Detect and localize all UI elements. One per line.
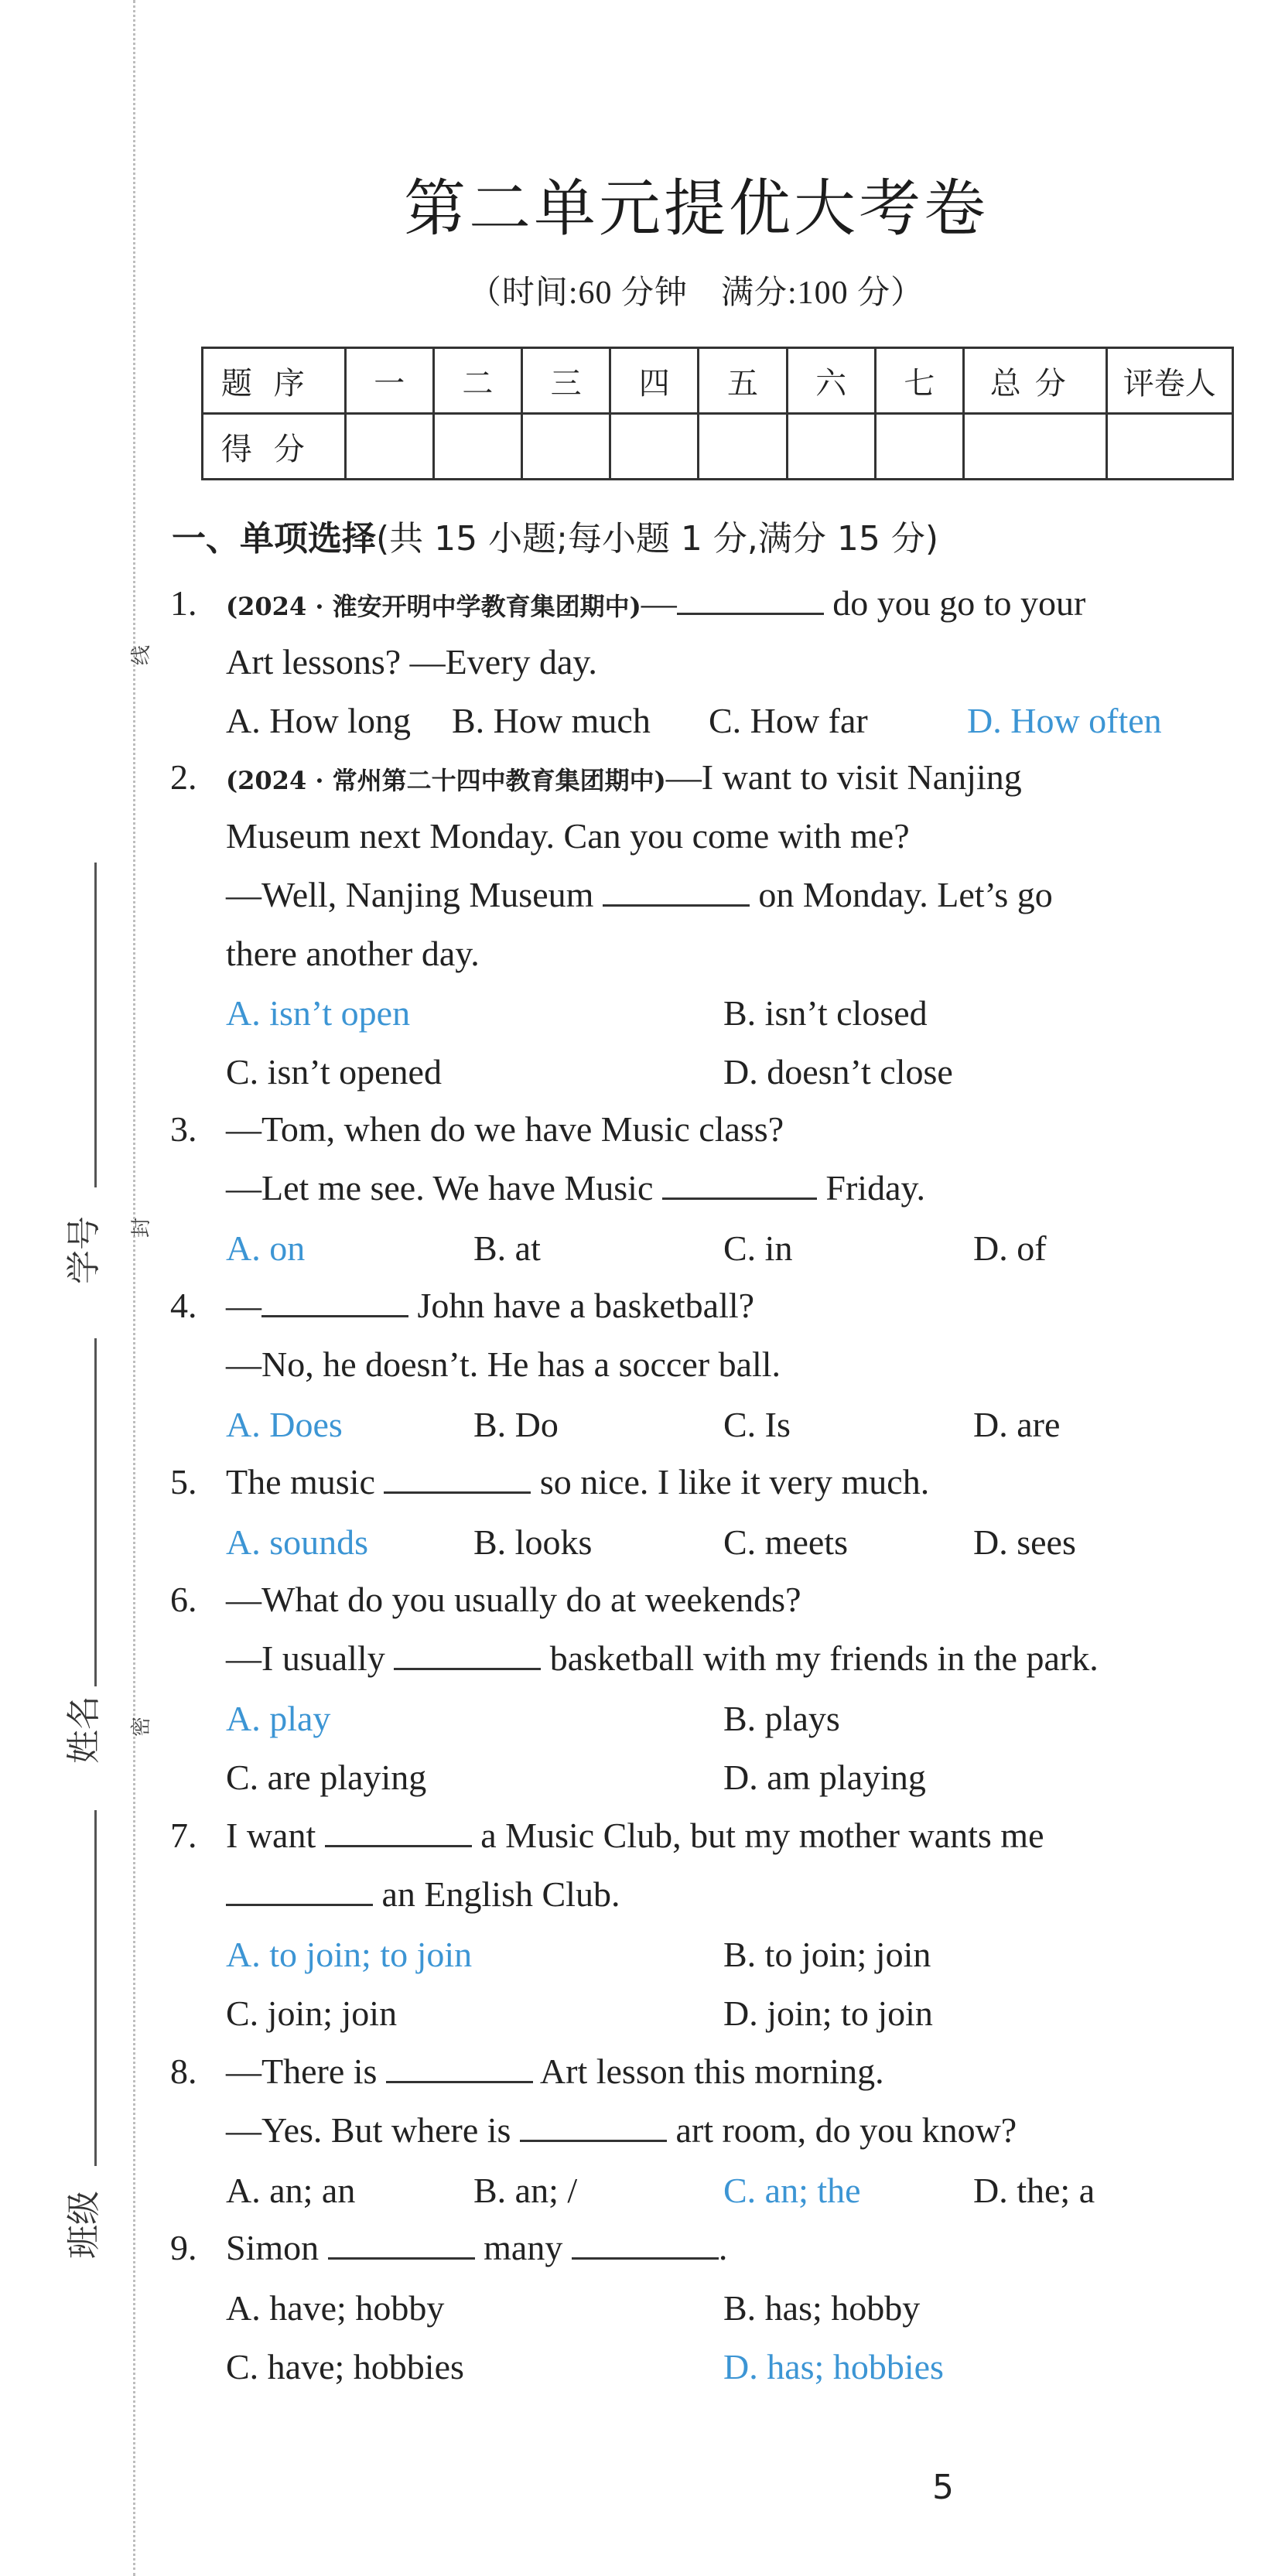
name-line — [94, 1338, 97, 1686]
option-a-correct[interactable]: A. on — [226, 1228, 306, 1268]
option-a-correct[interactable]: A. Does — [226, 1405, 343, 1444]
score-col-3: 三 — [522, 348, 610, 414]
score-col-5: 五 — [699, 348, 787, 414]
option-a-correct[interactable]: A. isn’t open — [226, 993, 411, 1033]
answer-blank[interactable] — [677, 582, 824, 615]
score-table-score-row — [203, 414, 1233, 480]
stem-text: —Let me see. We have Music — [226, 1168, 654, 1208]
question-stem-line — [226, 2042, 884, 2101]
option-b[interactable]: B. has; hobby — [723, 2288, 921, 2328]
question-stem-line — [226, 1806, 1044, 1865]
question-source: (2024 · 淮安开明中学教育集团期中) — [226, 592, 641, 621]
question-stem-line — [226, 1159, 925, 1218]
option-c[interactable]: C. meets — [723, 1522, 848, 1562]
student-id-label: 学号 — [64, 1216, 104, 1284]
question-stem — [226, 574, 1085, 636]
option-c[interactable]: C. join; join — [226, 1993, 398, 2033]
question-stem-line — [226, 1629, 1099, 1688]
score-cell[interactable] — [610, 414, 699, 480]
score-col-total: 总分 — [963, 348, 1106, 414]
option-a-correct[interactable]: A. to join; to join — [226, 1935, 473, 1974]
option-d[interactable]: D. am playing — [723, 1758, 926, 1797]
option-b[interactable]: B. to join; join — [723, 1935, 931, 1974]
question-stem-line — [226, 1453, 929, 1512]
stem-text: I want — [226, 1816, 316, 1855]
page-title: 第二单元提优大考卷 — [404, 173, 989, 244]
option-a[interactable]: A. How long — [226, 701, 411, 740]
answer-blank[interactable] — [328, 2226, 475, 2260]
question-number: 9. — [170, 2228, 197, 2267]
question-stem-line: —Tom, when do we have Music class? — [226, 1109, 784, 1149]
score-col-2: 二 — [433, 348, 521, 414]
option-a[interactable]: A. an; an — [226, 2171, 356, 2210]
score-cell[interactable] — [522, 414, 610, 480]
question-number: 6. — [170, 1580, 197, 1619]
question-stem-line — [226, 866, 1053, 924]
stem-text: The music — [226, 1462, 375, 1502]
stem-text: —Well, Nanjing Museum — [226, 875, 594, 914]
option-c[interactable]: C. Is — [723, 1405, 791, 1444]
option-b[interactable]: B. isn’t closed — [723, 993, 928, 1033]
stem-text: —Yes. But where is — [226, 2110, 511, 2150]
option-b[interactable]: B. How much — [452, 701, 651, 740]
question-number: 3. — [170, 1109, 197, 1149]
option-d[interactable]: D. the; a — [973, 2171, 1095, 2210]
stem-text: —I want to visit Nanjing — [665, 757, 1022, 797]
score-col-6: 六 — [787, 348, 875, 414]
score-col-1: 一 — [345, 348, 433, 414]
option-b[interactable]: B. at — [473, 1228, 541, 1268]
question-stem-line — [226, 1865, 620, 1924]
option-d-correct[interactable]: D. How often — [967, 701, 1162, 740]
class-label: 班级 — [64, 2191, 104, 2259]
answer-blank[interactable] — [325, 1814, 472, 1847]
answer-blank[interactable] — [662, 1167, 817, 1200]
binding-dotted-line — [133, 0, 135, 2576]
option-c[interactable]: C. How far — [709, 701, 868, 740]
option-d-correct[interactable]: D. has; hobbies — [723, 2347, 944, 2386]
option-b[interactable]: B. Do — [473, 1405, 559, 1444]
stem-text: do you go to your — [823, 583, 1086, 623]
option-c[interactable]: C. are playing — [226, 1758, 427, 1797]
stem-text: —There is — [226, 2052, 378, 2091]
answer-blank[interactable] — [394, 1637, 541, 1670]
question-stem-line: —What do you usually do at weekends? — [226, 1580, 801, 1619]
stem-text: Friday. — [825, 1168, 926, 1208]
option-a[interactable]: A. have; hobby — [226, 2288, 445, 2328]
question-stem-line: there another day. — [226, 934, 480, 973]
question-number: 2. — [170, 757, 197, 797]
option-d[interactable]: D. sees — [973, 1522, 1076, 1562]
section-note: (共 15 小题;每小题 1 分,满分 15 分) — [376, 519, 939, 559]
section-heading — [172, 511, 938, 560]
stem-text: —I usually — [226, 1638, 385, 1678]
cut-mark-secret: 密 — [130, 1716, 153, 1737]
page-number: 5 — [932, 2468, 954, 2507]
score-table-row1-label: 题序 — [203, 348, 346, 414]
option-a-correct[interactable]: A. sounds — [226, 1522, 369, 1562]
cut-mark-seal: 封 — [130, 1217, 153, 1238]
cut-mark-line: 线 — [130, 644, 153, 665]
option-b[interactable]: B. looks — [473, 1522, 593, 1562]
answer-blank[interactable] — [386, 2050, 533, 2083]
question-number: 5. — [170, 1462, 197, 1502]
question-stem-line — [226, 1276, 754, 1335]
option-a-correct[interactable]: A. play — [226, 1699, 331, 1738]
stem-text: on Monday. Let’s go — [758, 875, 1053, 914]
question-number: 7. — [170, 1816, 197, 1855]
question-number: 4. — [170, 1286, 197, 1325]
option-d[interactable]: D. join; to join — [723, 1993, 933, 2033]
stem-text: an English Club. — [381, 1874, 620, 1914]
stem-text: Simon — [226, 2228, 320, 2267]
student-id-line — [94, 863, 97, 1187]
question-number: 1. — [170, 583, 197, 623]
section-title: 一、单项选择 — [172, 519, 376, 559]
answer-blank[interactable] — [384, 1461, 531, 1494]
question-stem-line — [226, 2219, 727, 2277]
stem-text: so nice. I like it very much. — [539, 1462, 930, 1502]
question-source: (2024 · 常州第二十四中教育集团期中) — [226, 766, 666, 795]
stem-text: Art lesson this morning. — [539, 2052, 884, 2091]
option-c[interactable]: C. in — [723, 1228, 793, 1268]
score-table-header-row — [203, 348, 1233, 414]
option-c[interactable]: C. isn’t opened — [226, 1052, 442, 1092]
option-d[interactable]: D. are — [973, 1405, 1061, 1444]
question-stem-line: Museum next Monday. Can you come with me? — [226, 816, 910, 856]
stem-text: art room, do you know? — [675, 2110, 1017, 2150]
answer-blank[interactable] — [572, 2226, 719, 2260]
option-c[interactable]: C. have; hobbies — [226, 2347, 464, 2386]
answer-blank[interactable] — [261, 1284, 408, 1317]
class-line — [94, 1810, 97, 2166]
stem-text: many — [484, 2228, 563, 2267]
score-col-7: 七 — [875, 348, 963, 414]
answer-blank[interactable] — [226, 1873, 373, 1906]
option-b[interactable]: B. plays — [723, 1699, 840, 1738]
score-cell-grader[interactable] — [1106, 414, 1232, 480]
score-cell-total[interactable] — [963, 414, 1106, 480]
score-col-grader: 评卷人 — [1106, 348, 1232, 414]
score-table — [201, 347, 1234, 480]
score-cell[interactable] — [699, 414, 787, 480]
stem-text: — — [641, 583, 677, 623]
question-number: 8. — [170, 2052, 197, 2091]
stem-text: basketball with my friends in the park. — [549, 1638, 1099, 1678]
stem-text: a Music Club, but my mother wants me — [480, 1816, 1044, 1855]
score-cell[interactable] — [787, 414, 875, 480]
answer-blank[interactable] — [520, 2109, 667, 2142]
option-d[interactable]: D. doesn’t close — [723, 1052, 953, 1092]
score-cell[interactable] — [433, 414, 521, 480]
question-stem-line: —No, he doesn’t. He has a soccer ball. — [226, 1344, 781, 1384]
name-label: 姓名 — [64, 1696, 104, 1764]
score-table-row2-label: 得分 — [203, 414, 346, 480]
question-stem-line: Art lessons? —Every day. — [226, 642, 597, 682]
stem-text: John have a basketball? — [417, 1286, 755, 1325]
score-col-4: 四 — [610, 348, 699, 414]
question-stem-line — [226, 2101, 1017, 2160]
option-c-correct[interactable]: C. an; the — [723, 2171, 861, 2210]
score-cell[interactable] — [345, 414, 433, 480]
exam-info: （时间:60 分钟 满分:100 分） — [468, 275, 924, 311]
score-cell[interactable] — [875, 414, 963, 480]
option-d[interactable]: D. of — [973, 1228, 1047, 1268]
stem-text: . — [718, 2228, 728, 2267]
question-stem — [226, 748, 1022, 810]
stem-text: — — [226, 1286, 261, 1325]
answer-blank[interactable] — [603, 873, 750, 907]
option-b[interactable]: B. an; / — [473, 2171, 578, 2210]
